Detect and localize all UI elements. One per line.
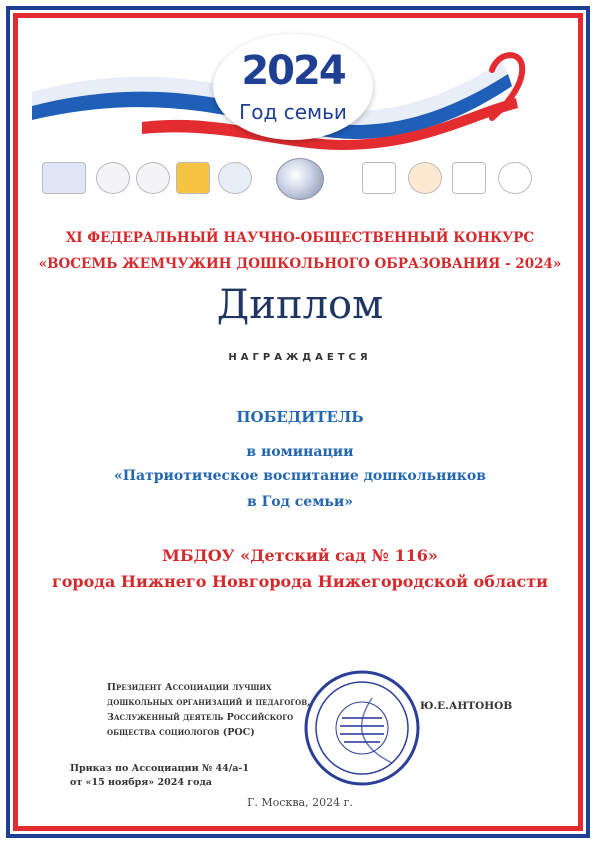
organization-line1: МБДОУ «Детский сад № 116» [162,546,438,565]
partner-logos-row [38,158,563,198]
president-title [107,680,310,740]
partner-logo-icon [498,162,532,194]
logo-year: 2024 [241,48,345,94]
pearl-emblem-icon [276,158,324,200]
order-line1: Приказ по Ассоциации № 44/а-1 [70,763,249,774]
president-line2: дошкольных организаций и педагогов, [107,697,311,708]
partner-logo-icon [362,162,396,194]
partner-logo-icon [452,162,486,194]
order-reference [70,762,249,790]
partner-logo-icon [136,162,170,194]
partner-logo-icon [408,162,442,194]
nomination-line3: в Год семьи» [246,494,354,510]
diploma-title: Диплом [216,282,384,328]
president-line1: Президент Ассоциации лучших [107,682,272,693]
contest-title-line2: «ВОСЕМЬ ЖЕМЧУЖИН ДОШКОЛЬНОГО ОБРАЗОВАНИЯ - 2024» [38,256,562,272]
nomination-line1: в номинации [246,444,354,460]
year-of-family-logo [213,34,373,140]
organization-line2: города Нижнего Новгорода Нижегородской области [51,572,549,591]
winner-label: ПОБЕДИТЕЛЬ [236,408,364,426]
logo-subtitle: Год семьи [239,100,347,124]
partner-logo-icon [96,162,130,194]
order-line2: от «15 ноября» 2024 года [70,777,212,788]
president-line3: Заслуженный деятель Российского [107,712,294,723]
official-stamp-seal [302,668,422,788]
awarded-label: НАГРАЖДАЕТСЯ [228,352,372,363]
president-line4: общества социологов (РОС) [107,727,255,738]
nomination-line2: «Патриотическое воспитание дошкольников [114,468,486,484]
city-year: Г. Москва, 2024 г. [247,796,353,809]
signer-name: Ю.Е.АНТОНОВ [420,700,513,712]
contest-title-line1: XI ФЕДЕРАЛЬНЫЙ НАУЧНО-ОБЩЕСТВЕННЫЙ КОНКУРС [65,230,535,246]
partner-logo-icon [176,162,210,194]
partner-logo-icon [218,162,252,194]
partner-logo-icon [42,162,86,194]
